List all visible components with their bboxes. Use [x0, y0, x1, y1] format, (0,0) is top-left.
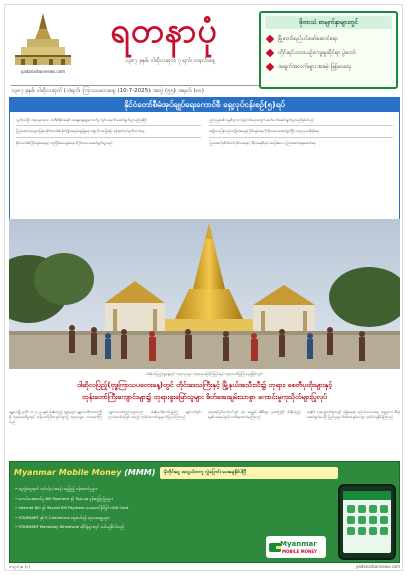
- pagoda-logo: [11, 11, 75, 69]
- paper-title: ရတနာပုံ: [110, 11, 218, 51]
- ad-feature: • ငွေလွှဲ/ငွေထုတ် လုပ်ငန်း (အခမဲ့) ငွေဖြည့် ဝန်ဆောင်မှုများ: [15, 486, 97, 491]
- divider: [16, 125, 201, 126]
- ad-feature: • STARMART နှင့် E-Commerce ဈေးဝယ်ရန် ငွေပေးချေမှုများ: [15, 514, 110, 520]
- logo-url[interactable]: yadanarbonnews.com: [20, 69, 66, 74]
- highlight-item[interactable]: [265, 32, 392, 46]
- headline-line-1: ဝါဆိုလပြည့်(ဗုဒ္ဓကြာသပတေးနေ့)တွင် တိုင်းဒေသကြီးနှင့် မြို့နယ်အသီးသီး၌ ဘုရား၊ စေတီပုထိုးများနှင့်: [76, 381, 333, 389]
- second-story-column-2: ဗုဒ္ဓဘာသာဝင်ပြည်သူများသည် ဝါဆိုသင်္ကန်းကပ်လှူခြင်း၊ ဆွမ်းကပ်ခြင်း၊ ဥပုသ်စောင့်သုံးခြင်း စသည့် ကုသိုလ်ကောင်းမှုများကို ပြုလုပ်ကြသည်: [108, 410, 202, 419]
- headline-line-2: ဘုန်းတော်ကြီးကျောင်းများ၌ ဘုရားဖူးမြော်သူများ စိတ်အေးချမ်းသာစွာ ကောင်းမှုကုသိုလ်များပြုလုပ်: [81, 393, 328, 401]
- ad-feature-list: [15, 484, 265, 532]
- highlight-text: အချက်အလက်များ အခမဲ့ ဖြန့်ဝေရေး: [278, 64, 351, 70]
- second-story-column-4: အဆိုပါ ဘုရားပွဲတော်များတွင် လုံခြုံရေးနှင့် စည်ပင်သာယာရေး ဌာနများက စီစဉ်ဆောင်ရွက်ပေးပြီး ပြည်သူများ စိတ်အေးချမ်းသာစွာ ကုသိုလ်ယူနိုင်ခဲ့ကြသည်: [306, 410, 400, 419]
- logo-text: Myanmar: [280, 540, 317, 548]
- app-header-bar: [343, 491, 391, 500]
- top-story-column-1: [16, 118, 201, 214]
- paragraph: ပြည်ထောင်စုစိတ်ဓာတ် ခိုင်မာရေးနှင့် ဒီမိုကရေစီစနစ် အခြေခံသော ပြည်ထောင်စုထူထောင်ရေး: [208, 140, 316, 145]
- logo-subtext: MOBILE MONEY: [282, 549, 317, 554]
- ad-title-brand: Myanmar Mobile Money: [14, 468, 122, 477]
- app-icon-grid: [347, 505, 387, 535]
- mobile-money-ad[interactable]: [9, 461, 400, 563]
- highlight-item[interactable]: [265, 60, 392, 74]
- footer-page-number: စာမျက်နှာ (၁): [9, 564, 31, 569]
- second-story-headline[interactable]: [9, 379, 400, 403]
- second-story-column-3: ဘုရားရင်ပြင်တော်ပေါ်တွင် ပန်း၊ ရေချမ်း၊ ဆီမီးများ ပူဇော်ကြပြီး ဝါဆိုလပြည့်နေ့၏ အရေးပါမှုကို သတိရအောက်မေ့ကြသည်: [207, 410, 301, 419]
- second-story-column-1: မန္တလေးမြို့ ဇူလိုင် ၁၀ ၂၀၂၅ ခုနှစ် ဝါဆိုလပြည့် ဗုဒ္ဓနေ့တွင် မန္တလေးတိုင်းဒေသကြီးရှိ ဘုရားစေတီများနှင့် ဘုန်းတော်ကြီးကျောင်းများ၌ ဘုရားဖူးများ လာရောက်ကြသည်: [9, 410, 103, 424]
- paragraph: အမျိုးသားပြန်လည်သင့်မြတ်ရေးနှင့် ငြိမ်းချမ်းရေးကို ဦးစားပေးဆောင်ရွက်ပြီး တရားဥပဒေစိုးမိုးရေး: [208, 129, 320, 134]
- ad-title-abbr: (MMM): [124, 468, 156, 477]
- ad-title: [14, 466, 155, 480]
- second-story-body: [9, 410, 400, 459]
- newspaper-page: [4, 4, 403, 571]
- paper-subtitle: ၁၃၈၇ ခုနှစ်၊ ဝါဆိုလဆုတ် ၇ ရက်၊ တနင်္လာနေ့: [124, 58, 216, 64]
- ad-tagline: မိုဘိုင်းငွေ အလွယ်တကူ လွှဲပြောင်း ပေးချေနိုင်ပါပြီ: [160, 467, 338, 479]
- dateline: ၁၃၈၇ ခုနှစ်၊ ဝါဆိုလဆုတ် (၁)ရက်၊ ကြာသပတေးနေ့၊ (10-7-2025)၊ အတွဲ (၅၅)၊ အမှတ် (၈၀): [11, 85, 259, 95]
- top-story-column-2: [209, 118, 394, 214]
- top-story-headline[interactable]: နိုင်ငံတော်စီမံအုပ်ချုပ်ရေးကောင်စီ ရှေ့လုပ်ငန်းစဉ်(၅)ရပ်: [10, 98, 399, 112]
- highlights-box: [259, 11, 398, 89]
- paragraph: လွတ်လပ်ပြီး တရားမျှတသော ပါတီစုံဒီမိုကရေစီ အထွေထွေရွေးကောက်ပွဲ ကျင်းပရေးကို ဆောင်ရွက်သွားမည်ဖြစ်ပြီး: [16, 118, 147, 122]
- divider: [209, 137, 394, 138]
- highlight-text: မြို့တော်စည်ပင်ဖော်ဆောင်ရေး: [278, 36, 338, 42]
- pagoda-photo: [9, 219, 400, 369]
- ad-feature: • STARMART Mandalay Wholesale ဆိုင်ခွဲများတွင် ဝယ်ယူနိုင်ပါသည်: [15, 524, 125, 529]
- mobile-money-logo: [266, 536, 326, 558]
- phone-screen: [343, 491, 391, 553]
- diamond-bullet-icon: [266, 49, 274, 57]
- ad-feature: • Internet Bill နှင့် Skynet Bill Payment ပေးဆောင်နိုင်ခြင်း Gift Card: [15, 505, 129, 510]
- diamond-bullet-icon: [266, 35, 274, 43]
- photo-caption: ဝါဆိုလပြည့်ဗုဒ္ဓနေ့တွင် ဘုရားဖူးများ ဘုရားဖူးမြော်ကြခြင်းနှင့် ဘုရားဝတ်ပြုကြသည့်မြင်ကွင်း: [146, 372, 263, 376]
- paragraph: နိုင်ငံတော်၏ ငြိမ်းချမ်းရေးနှင့် တည်ငြိမ်အေးချမ်းရေးကို ဦးစားပေးဆောင်ရွက်သွားမည်: [16, 140, 113, 145]
- masthead: [5, 5, 403, 95]
- ad-feature: • ဘေလ်ပေးဆောင်မှု Bill Payment နှင့် Top-up ဖုန်းငွေဖြည့်မှုများ: [15, 495, 113, 501]
- paragraph: ပြည်ထောင်စုသမ္မတမြန်မာနိုင်ငံတော်၏ စိုက်ပျိုးရေးနှင့်မွေးမြူရေးကဏ္ဍကို အခြေခံ၍ ကုန်ထုတ်လုပ်မှုတိုးတက်ရေး: [16, 129, 145, 134]
- divider: [16, 137, 201, 138]
- highlight-item[interactable]: [265, 46, 392, 60]
- divider: [209, 125, 394, 126]
- highlights-heading: ဖိုတာသံ စာမျက်နှာများတွင်: [265, 16, 392, 29]
- paragraph: ပြည်သူများ၏ လူမှုစီးပွားဘဝ မြှင့်တင်ရေးအတွက် ဆက်လက်ဆောင်ရွက်သွားမည်ဖြစ်ပါသည်: [208, 118, 314, 122]
- page-footer: [9, 564, 400, 570]
- highlight-text: တိုင်းရင်းသားယဉ်ကျေးမှုဆိုင်ရာ ပွဲတော်: [278, 50, 356, 56]
- footer-url[interactable]: yadanarbonnews.com: [355, 564, 400, 569]
- diamond-bullet-icon: [266, 63, 274, 71]
- phone-mockup-icon: [338, 484, 396, 560]
